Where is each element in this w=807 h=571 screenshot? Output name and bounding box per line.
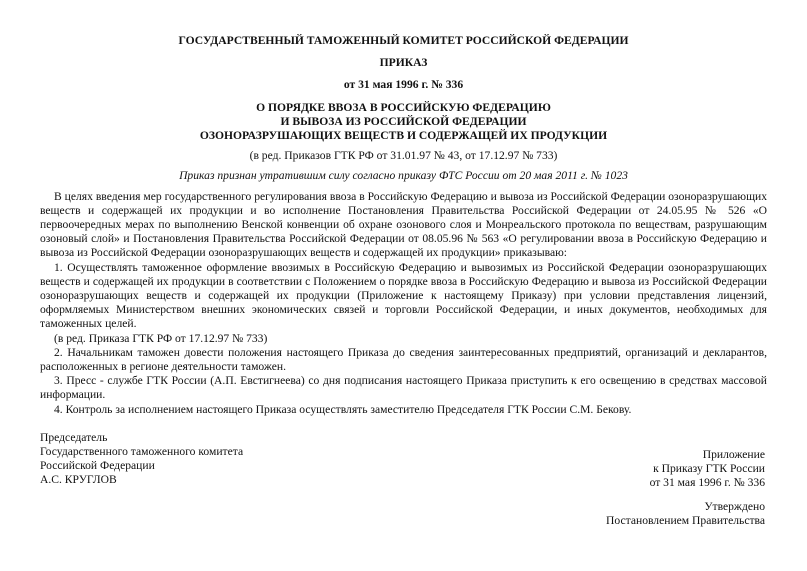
appendix-line: к Приказу ГТК России bbox=[653, 462, 765, 476]
order-date: от 31 мая 1996 г. № 336 bbox=[343, 78, 464, 92]
order-title-line: ОЗОНОРАЗРУШАЮЩИХ ВЕЩЕСТВ И СОДЕРЖАЩЕЙ ИХ ПРОДУКЦИИ bbox=[199, 129, 608, 143]
order-body bbox=[40, 190, 767, 417]
committee-heading: ГОСУДАРСТВЕННЫЙ ТАМОЖЕННЫЙ КОМИТЕТ РОССИЙСКОЙ ФЕДЕРАЦИИ bbox=[178, 34, 629, 47]
edition-note: (в ред. Приказов ГТК РФ от 31.01.97 № 43, от 17.12.97 № 733) bbox=[249, 149, 558, 163]
signatory-name: А.С. КРУГЛОВ bbox=[40, 473, 117, 487]
appendix-line: от 31 мая 1996 г. № 336 bbox=[649, 476, 765, 490]
signature-line: Государственного таможенного комитета bbox=[40, 445, 244, 459]
appendix-block bbox=[650, 448, 765, 491]
document-page bbox=[40, 34, 767, 488]
item-2-paragraph: 2. Начальникам таможен довести положения настоящего Приказа до сведения заинтересованных предприятий, организаций и декларантов, расположенных в регионе деятельности таможен. bbox=[40, 345, 767, 374]
item-4-paragraph: 4. Контроль за исполнением настоящего Приказа осуществлять заместителю Председателя ГТК России С.М. Бекову. bbox=[54, 402, 632, 416]
item-1-paragraph: 1. Осуществлять таможенное оформление ввозимых в Российскую Федерацию и вывозимых из Российской Федерации озоноразрушающих веществ и содержащей их продукции в соответствии с Положением о порядке ввоза в Российскую Федерацию и вывоза из Российской Федерации озоноразрушающих веществ и содержащей их продукции (Приложение к настоящему Приказу) при условии представления лицензий, оформляемых Министерством внешних экономических связей и торговли Российской Федерации, и иных документов, необходимых для таможенных целей. bbox=[40, 260, 767, 331]
order-word: ПРИКАЗ bbox=[379, 56, 428, 70]
approved-line: Постановлением Правительства bbox=[606, 514, 765, 528]
order-title bbox=[40, 101, 767, 144]
item-3-paragraph: 3. Пресс - службе ГТК России (А.П. Евстигнеева) со дня подписания настоящего Приказа приступить к его освещению в средствах массовой информации. bbox=[40, 374, 767, 402]
approved-block bbox=[606, 500, 765, 528]
item-1-edition-note: (в ред. Приказа ГТК РФ от 17.12.97 № 733) bbox=[54, 331, 268, 345]
preamble-paragraph: В целях введения мер государственного регулирования ввоза в Российскую Федерацию и вывоза из Российской Федерации озоноразрушающих веществ и содержащей их продукции и во исполнение Постановления Правительства Российской Федерации от 24.05.95 № 526 «О первоочередных мерах по выполнению Венской конвенции об охране озонового слоя и Монреальского протокола по веществам, разрушающим озоновый слой» и Постановления Правительства Российской Федерации от 08.05.96 № 563 «О регулировании ввоза в Российскую Федерацию и вывоза из Российской Федерации озоноразрушающих веществ и содержащей их продукции» приказываю: bbox=[40, 189, 767, 260]
approved-line: Утверждено bbox=[704, 500, 765, 513]
signature-line: Российской Федерации bbox=[40, 459, 155, 473]
order-title-line: И ВЫВОЗА ИЗ РОССИЙСКОЙ ФЕДЕРАЦИИ bbox=[280, 114, 527, 128]
order-title-line: О ПОРЯДКЕ ВВОЗА В РОССИЙСКУЮ ФЕДЕРАЦИЮ bbox=[256, 100, 551, 114]
signature-line: Председатель bbox=[40, 430, 108, 444]
repeal-note: Приказ признан утратившим силу согласно приказу ФТС России от 20 мая 2011 г. № 1023 bbox=[179, 169, 628, 183]
appendix-line: Приложение bbox=[702, 448, 765, 461]
